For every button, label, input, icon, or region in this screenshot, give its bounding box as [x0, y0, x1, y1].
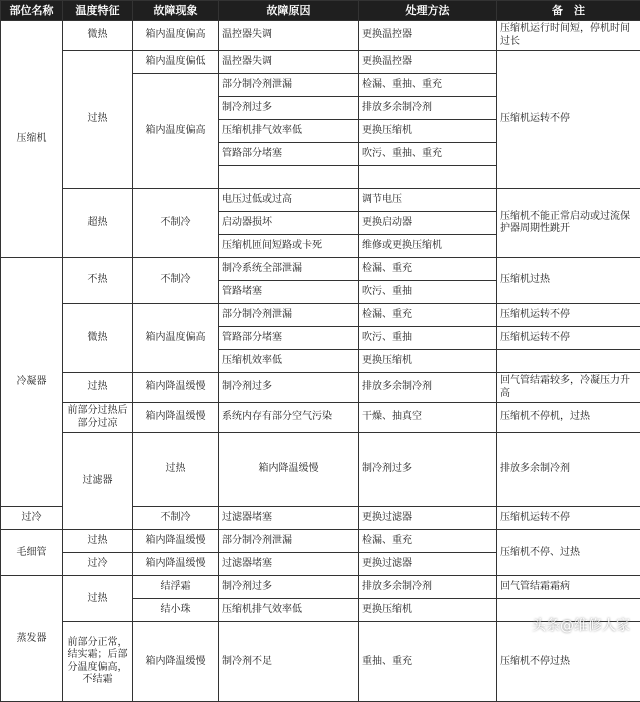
table-row	[1, 258, 640, 281]
cause-cell: 制冷剂过多	[219, 373, 359, 403]
temp-cell: 前部分正常，结实霜；后部分温度偏高，不结霜	[63, 622, 133, 702]
header-method: 处理方法	[359, 1, 497, 21]
cause-cell: 制冷剂过多	[219, 97, 359, 120]
phenomenon-cell: 箱内降温缓慢	[133, 622, 219, 702]
header-note: 备 注	[497, 1, 640, 21]
cause-cell: 制冷剂过多	[219, 576, 359, 599]
cause-cell: 压缩机排气效率低	[219, 120, 359, 143]
note-cell: 压缩机不能正常启动或过流保护器周期性跳开	[497, 189, 640, 258]
phenomenon-cell: 箱内温度偏高	[133, 304, 219, 373]
phenomenon-cell: 箱内降温缓慢	[133, 530, 219, 553]
method-cell: 排放多余制冷剂	[359, 373, 497, 403]
note-cell: 压缩机运转不停	[497, 327, 640, 350]
method-cell: 维修或更换压缩机	[359, 235, 497, 258]
phenomenon-cell: 箱内降温缓慢	[133, 373, 219, 403]
note-cell: 压缩机不停过热	[497, 622, 640, 702]
temp-cell: 过热	[63, 373, 133, 403]
phenomenon-cell: 箱内温度偏高	[133, 74, 219, 189]
method-cell: 更换过滤器	[359, 553, 497, 576]
table-row	[1, 373, 640, 403]
cause-cell: 压缩机匝间短路或卡死	[219, 235, 359, 258]
phenomenon-cell: 不制冷	[133, 507, 219, 530]
cause-cell: 温控器失调	[219, 21, 359, 51]
method-cell: 排放多余制冷剂	[359, 576, 497, 599]
header-phenomenon: 故障现象	[133, 1, 219, 21]
cause-cell: 制冷系统全部泄漏	[219, 258, 359, 281]
method-cell: 更换过滤器	[359, 507, 497, 530]
cause-cell: 压缩机效率低	[219, 350, 359, 373]
phenomenon-cell: 箱内温度偏高	[133, 21, 219, 51]
phenomenon-cell: 箱内温度偏低	[133, 51, 219, 74]
temp-cell: 过冷	[63, 553, 133, 576]
temp-cell: 过热	[63, 51, 133, 189]
header-cause: 故障原因	[219, 1, 359, 21]
part-cell: 冷凝器	[1, 258, 63, 507]
phenomenon-cell: 结小珠	[133, 599, 219, 622]
method-cell: 更换压缩机	[359, 120, 497, 143]
method-cell: 检漏、重充	[359, 258, 497, 281]
cause-cell: 过滤器堵塞	[219, 507, 359, 530]
temp-cell: 超热	[63, 189, 133, 258]
note-cell	[497, 350, 640, 373]
note-cell: 压缩机运行时间短，停机时间过长	[497, 21, 640, 51]
phenomenon-cell: 不制冷	[133, 258, 219, 304]
temp-cell: 过热	[63, 576, 133, 622]
method-cell: 排放多余制冷剂	[497, 433, 640, 507]
table-row	[1, 51, 640, 74]
cause-cell: 部分制冷剂泄漏	[219, 304, 359, 327]
temp-cell: 微热	[63, 304, 133, 373]
method-cell: 干燥、抽真空	[359, 403, 497, 433]
table-row	[1, 21, 640, 51]
note-cell: 压缩机过热	[497, 258, 640, 304]
method-cell: 检漏、重充	[359, 530, 497, 553]
temp-cell: 过热	[63, 530, 133, 553]
temp-cell: 过冷	[1, 507, 63, 530]
table-row	[1, 403, 640, 433]
cause-cell	[219, 166, 359, 189]
note-cell: 压缩机运转不停	[497, 304, 640, 327]
method-cell: 检漏、重抽、重充	[359, 74, 497, 97]
cause-cell: 制冷剂过多	[359, 433, 497, 507]
method-cell: 更换压缩机	[359, 350, 497, 373]
cause-cell: 管路堵塞	[219, 281, 359, 304]
cause-cell: 制冷剂不足	[219, 622, 359, 702]
cause-cell: 系统内存有部分空气污染	[219, 403, 359, 433]
part-cell: 蒸发器	[1, 576, 63, 702]
cause-cell: 部分制冷剂泄漏	[219, 530, 359, 553]
method-cell: 调节电压	[359, 189, 497, 212]
note-cell: 压缩机运转不停	[497, 507, 640, 530]
method-cell: 吹污、重抽	[359, 327, 497, 350]
method-cell: 排放多余制冷剂	[359, 97, 497, 120]
table-row	[1, 304, 640, 327]
cause-cell: 压缩机排气效率低	[219, 599, 359, 622]
phenomenon-cell: 箱内降温缓慢	[133, 403, 219, 433]
part-cell: 毛细管	[1, 530, 63, 576]
table-row	[1, 433, 640, 507]
header-temp: 温度特征	[63, 1, 133, 21]
cause-cell: 管路部分堵塞	[219, 143, 359, 166]
cause-cell: 管路部分堵塞	[219, 327, 359, 350]
part-cell: 压缩机	[1, 21, 63, 258]
cause-cell: 部分制冷剂泄漏	[219, 74, 359, 97]
note-cell: 压缩机不停机，过热	[497, 403, 640, 433]
cause-cell: 电压过低或过高	[219, 189, 359, 212]
watermark: 头条@维修人家	[532, 615, 630, 635]
temp-cell: 微热	[63, 21, 133, 51]
method-cell: 检漏、重充	[359, 304, 497, 327]
method-cell: 更换温控器	[359, 21, 497, 51]
temp-cell: 过热	[133, 433, 219, 507]
method-cell: 重抽、重充	[359, 622, 497, 702]
note-cell: 压缩机运转不停	[497, 51, 640, 189]
table-row	[1, 530, 640, 553]
header-row	[1, 1, 640, 21]
temp-cell: 前部分过热后部分过凉	[63, 403, 133, 433]
method-cell: 更换启动器	[359, 212, 497, 235]
phenomenon-cell: 箱内降温缓慢	[133, 553, 219, 576]
table-row	[1, 576, 640, 599]
temp-cell: 不热	[63, 258, 133, 304]
method-cell	[359, 166, 497, 189]
cause-cell: 过滤器堵塞	[219, 553, 359, 576]
note-cell: 回气管结霜霜病	[497, 576, 640, 599]
method-cell: 吹污、重抽、重充	[359, 143, 497, 166]
method-cell: 更换温控器	[359, 51, 497, 74]
method-cell: 更换压缩机	[359, 599, 497, 622]
method-cell: 吹污、重抽	[359, 281, 497, 304]
table-row	[1, 189, 640, 212]
phenomenon-cell: 箱内降温缓慢	[219, 433, 359, 507]
note-cell: 压缩机不停、过热	[497, 530, 640, 576]
header-part: 部位名称	[1, 1, 63, 21]
part-cell: 过滤器	[63, 433, 133, 530]
cause-cell: 温控器失调	[219, 51, 359, 74]
phenomenon-cell: 结浮霜	[133, 576, 219, 599]
phenomenon-cell: 不制冷	[133, 189, 219, 258]
note-cell: 回气管结霜较多，冷凝压力升高	[497, 373, 640, 403]
cause-cell: 启动器损坏	[219, 212, 359, 235]
